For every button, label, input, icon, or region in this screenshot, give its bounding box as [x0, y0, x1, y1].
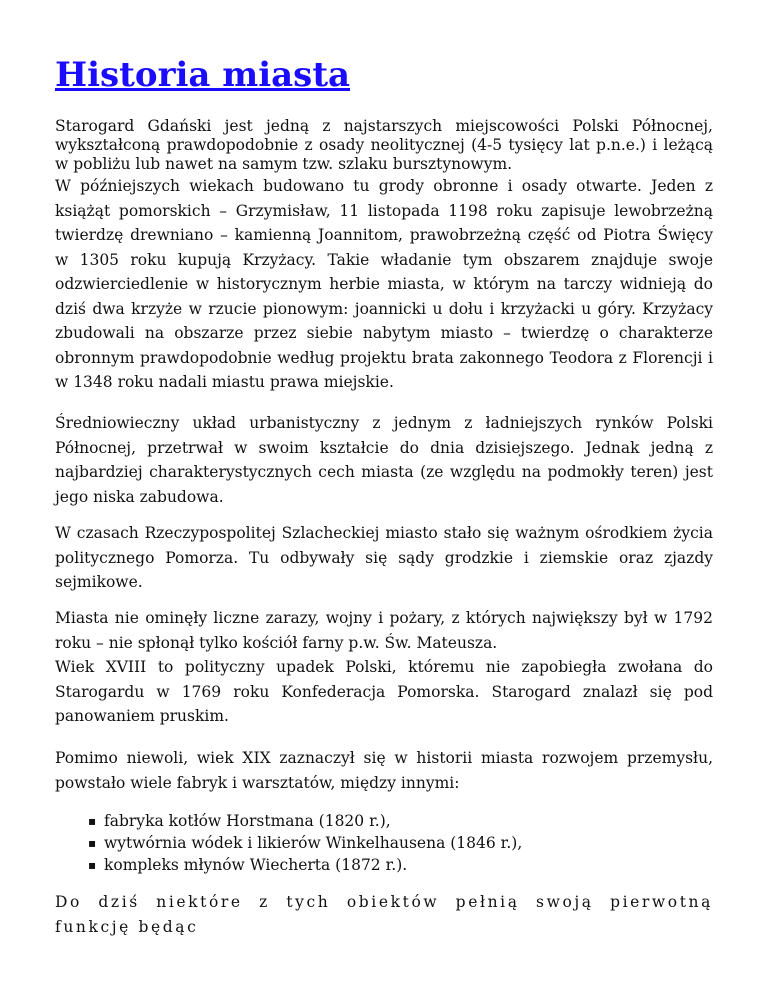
- paragraph-1: [55, 117, 713, 395]
- paragraph-6-text: Do dziś niektóre z tych obiektów pełnią swoją pierwotną funkcję będąc: [55, 893, 713, 936]
- paragraph-3: [55, 521, 713, 595]
- paragraph-2: [55, 411, 713, 509]
- factory-list: [88, 810, 522, 876]
- paragraph-5: [55, 746, 713, 795]
- paragraph-6: [55, 890, 713, 939]
- paragraph-5-text: Pomimo niewoli, wiek XIX zaznaczył się w historii miasta rozwojem przemysłu, powstało wiele fabryk i warsztatów, między innymi:: [55, 749, 713, 792]
- paragraph-4: [55, 606, 713, 729]
- paragraph-2-text: Średniowieczny układ urbanistyczny z jednym z ładniejszych rynków Polski Północnej, przetrwał w swoim kształcie do dnia dzisiejszego. Jednak jedną z najbardziej charakterystycznych cech miasta (ze względu na podmokły teren) jest jego niska zabudowa.: [55, 414, 713, 506]
- paragraph-1-intro: Starogard Gdański jest jedną z najstarszych miejscowości Polski Północnej, wykształconą prawdopodobnie z osady neolitycznej (4-5 tysięcy lat p.n.e.) i leżącą w pobliżu lub nawet na samym tzw. szlaku bursztynowym.: [55, 117, 713, 173]
- page-title: [55, 50, 350, 100]
- list-item: ▪ fabryka kotłów Horstmana (1820 r.),: [88, 810, 522, 832]
- paragraph-3-text: W czasach Rzeczypospolitej Szlacheckiej miasto stało się ważnym ośrodkiem życia politycznego Pomorza. Tu odbywały się sądy grodzkie i ziemskie oraz zjazdy sejmikowe.: [55, 524, 713, 591]
- paragraph-4-intro: Miasta nie ominęły liczne zarazy, wojny i pożary, z których największy był w 1792 roku – nie spłonął tylko kościół farny p.w. Św. Mateusza.: [55, 609, 713, 652]
- paragraph-4-body: Wiek XVIII to polityczny upadek Polski, któremu nie zapobiegła zwołana do Starogardu w 1769 roku Konfederacja Pomorska. Starogard znalazł się pod panowaniem pruskim.: [55, 658, 713, 725]
- list-item: ▪ kompleks młynów Wiecherta (1872 r.).: [88, 854, 522, 876]
- list-item: ▪ wytwórnia wódek i likierów Winkelhausena (1846 r.),: [88, 832, 522, 854]
- paragraph-1-body: W późniejszych wiekach budowano tu grody obronne i osady otwarte. Jeden z książąt pomorskich – Grzymisław, 11 listopada 1198 roku zapisuje lewobrzeżną twierdzę drewniano – kamienną Joannitom, prawobrzeżną część od Piotra Święcy w 1305 roku kupują Krzyżacy. Takie władanie tym obszarem znajduje swoje odzwierciedlenie w historycznym herbie miasta, w którym na tarczy widnieją do dziś dwa krzyże w rzucie pionowym: joannicki u dołu i krzyżacki u góry. Krzyżacy zbudowali na obszarze przez siebie nabytym miasto – twierdzę o charakterze obronnym prawdopodobnie według projektu brata zakonnego Teodora z Florencji i w 1348 roku nadali miastu prawa miejskie.: [55, 177, 713, 391]
- page-title-link[interactable]: Historia miasta: [55, 55, 351, 95]
